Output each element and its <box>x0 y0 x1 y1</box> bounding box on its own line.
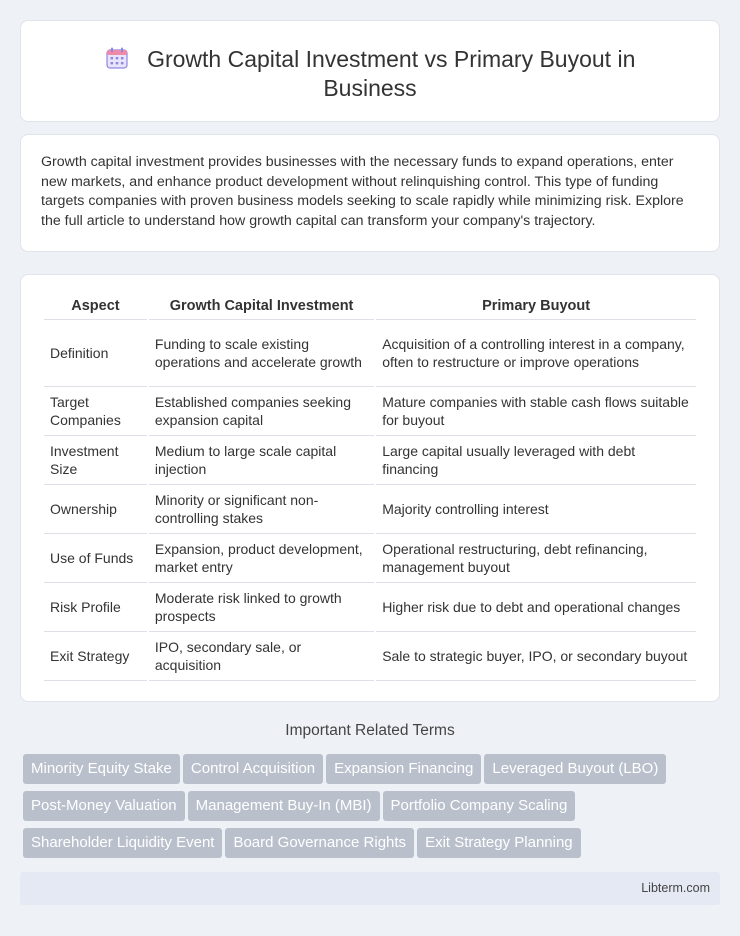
tag-board-governance-rights[interactable]: Board Governance Rights <box>225 828 414 858</box>
tag-exit-strategy-planning[interactable]: Exit Strategy Planning <box>417 828 581 858</box>
table-header-row <box>44 293 696 320</box>
comparison-table <box>42 293 698 681</box>
intro-card <box>20 134 720 252</box>
tag-minority-equity-stake[interactable]: Minority Equity Stake <box>23 754 180 784</box>
row-growth-capital: Established companies seeking expansion capital <box>149 387 374 436</box>
row-growth-capital: Expansion, product development, market entry <box>149 534 374 583</box>
tag-portfolio-company-scaling[interactable]: Portfolio Company Scaling <box>383 791 576 821</box>
page-title-line1: Growth Capital Investment vs Primary Buyout in <box>147 46 636 72</box>
intro-text: Growth capital investment provides businesses with the necessary funds to expand operations, enter new markets, and enhance product development without relinquishing control. This type of funding targets companies with proven business models seeking to scale rapidly while minimizing risk. Explore the full article to understand how growth capital can transform your company's trajectory. <box>41 154 684 229</box>
title-row <box>105 45 636 74</box>
row-growth-capital: Medium to large scale capital injection <box>149 436 374 485</box>
comparison-table-card <box>20 274 720 702</box>
tag-leveraged-buyout[interactable]: Leveraged Buyout (LBO) <box>484 754 666 784</box>
row-primary-buyout: Acquisition of a controlling interest in a company, often to restructure or improve operations <box>376 320 696 387</box>
row-aspect: Definition <box>44 320 147 387</box>
title-card <box>20 20 720 122</box>
row-growth-capital: Moderate risk linked to growth prospects <box>149 583 374 632</box>
header-growth-capital: Growth Capital Investment <box>149 293 374 320</box>
tag-control-acquisition[interactable]: Control Acquisition <box>183 754 323 784</box>
footer-brand-link[interactable]: Libterm.com <box>641 881 710 895</box>
related-terms-title: Important Related Terms <box>285 722 455 739</box>
row-primary-buyout: Sale to strategic buyer, IPO, or secondary buyout <box>376 632 696 681</box>
table-row <box>44 632 696 681</box>
row-aspect: Use of Funds <box>44 534 147 583</box>
tag-management-buy-in[interactable]: Management Buy-In (MBI) <box>188 791 380 821</box>
header-aspect: Aspect <box>44 293 147 320</box>
row-growth-capital: Funding to scale existing operations and accelerate growth <box>149 320 374 387</box>
tag-shareholder-liquidity-event[interactable]: Shareholder Liquidity Event <box>23 828 222 858</box>
footer <box>20 872 720 905</box>
table-row <box>44 387 696 436</box>
row-primary-buyout: Majority controlling interest <box>376 485 696 534</box>
row-growth-capital: IPO, secondary sale, or acquisition <box>149 632 374 681</box>
page-title-line2: Business <box>323 75 417 101</box>
row-aspect: Investment Size <box>44 436 147 485</box>
header-primary-buyout: Primary Buyout <box>376 293 696 320</box>
row-aspect: Ownership <box>44 485 147 534</box>
table-row <box>44 485 696 534</box>
row-aspect: Exit Strategy <box>44 632 147 681</box>
row-primary-buyout: Large capital usually leveraged with debt financing <box>376 436 696 485</box>
table-row <box>44 436 696 485</box>
row-aspect: Target Companies <box>44 387 147 436</box>
row-growth-capital: Minority or significant non-controlling stakes <box>149 485 374 534</box>
row-primary-buyout: Mature companies with stable cash flows suitable for buyout <box>376 387 696 436</box>
table-row <box>44 583 696 632</box>
table-row <box>44 320 696 387</box>
tag-expansion-financing[interactable]: Expansion Financing <box>326 754 481 784</box>
row-primary-buyout: Operational restructuring, debt refinancing, management buyout <box>376 534 696 583</box>
row-aspect: Risk Profile <box>44 583 147 632</box>
tag-post-money-valuation[interactable]: Post-Money Valuation <box>23 791 185 821</box>
related-terms-tags <box>23 754 723 865</box>
row-primary-buyout: Higher risk due to debt and operational changes <box>376 583 696 632</box>
calendar-icon <box>105 46 129 70</box>
table-row <box>44 534 696 583</box>
